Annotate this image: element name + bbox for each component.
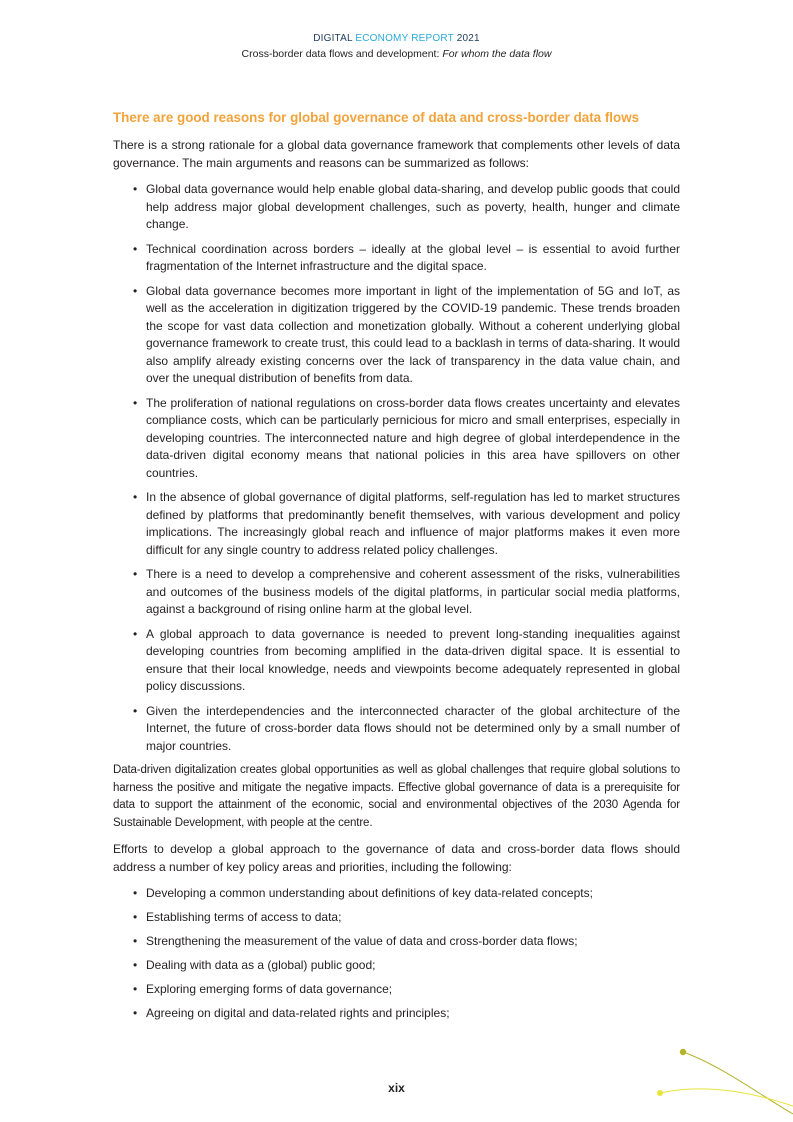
list-item (133, 703, 680, 756)
list-item-text: Global data governance becomes more important in light of the implementation of 5G and IoT, as well as the acceleration in digitization triggered by the COVID-19 pandemic. These trends broaden the scope for vast data collection and monetization globally. Without a coherent underlying global governance framework to create trust, this could lead to a backlash in terms of data-sharing. It would also amplify already existing concerns over the lack of transparency in the data value chain, and over the unequal distribution of benefits from data. (146, 283, 680, 385)
page-number: xix (388, 1081, 405, 1095)
list-item-text: Technical coordination across borders – ideally at the global level – is essential to avoid further fragmentation of the Internet infrastructure and the digital space. (146, 241, 680, 273)
reasons-list (113, 181, 680, 755)
report-subtitle-italic: For whom the data flow (442, 48, 552, 60)
bullet-icon: • (133, 283, 138, 298)
list-item (133, 626, 680, 696)
bullet-icon: • (133, 886, 138, 900)
list-item-text: The proliferation of national regulations on cross-border data flows creates uncertainty and elevates compliance costs, which can be particularly pernicious for micro and small enterprises, especially in developing countries. The interconnected nature and high degree of global interdependence in the data-driven digital economy means that national policies in this area have spillovers on other countries. (146, 395, 680, 480)
list-item (133, 885, 680, 903)
bullet-icon: • (133, 626, 138, 641)
list-item-text: Agreeing on digital and data-related rights and principles; (146, 1006, 450, 1020)
deco-curve-lower (660, 1089, 793, 1106)
list-item (133, 241, 680, 276)
list-item (133, 566, 680, 619)
list-item (133, 283, 680, 388)
deco-curve-upper (683, 1052, 793, 1114)
efforts-paragraph: Efforts to develop a global approach to the governance of data and cross-border data flows should address a number of key policy areas and priorities, including the following: (113, 842, 680, 874)
list-item (133, 395, 680, 483)
bullet-icon: • (133, 982, 138, 996)
deco-dot-upper (680, 1049, 686, 1055)
list-item-text: There is a need to develop a comprehensive and coherent assessment of the risks, vulnerabilities and outcomes of the business models of the digital platforms, in particular social media platforms, against a background of rising online harm at the global level. (146, 567, 680, 616)
bullet-icon: • (133, 182, 138, 196)
page-body (113, 108, 680, 1029)
section-heading: There are good reasons for global governance of data and cross-border data flows (113, 110, 640, 125)
bullet-icon: • (133, 910, 138, 924)
report-subtitle-plain: Cross-border data flows and development: (241, 48, 440, 60)
running-head (0, 32, 793, 62)
report-title-digital: DIGITAL (313, 33, 353, 44)
list-item-text: Exploring emerging forms of data governance; (146, 982, 393, 996)
bullet-icon: • (133, 490, 138, 504)
bullet-icon: • (133, 934, 138, 948)
bullet-icon: • (133, 1006, 138, 1020)
bullet-icon: • (133, 958, 138, 972)
list-item-text: In the absence of global governance of digital platforms, self-regulation has led to market structures defined by platforms that predominantly benefit themselves, with various development and policy implications. The increasingly global reach and influence of major platforms makes it even more difficult for any single country to address related policy challenges. (146, 490, 680, 557)
list-item (133, 489, 680, 559)
bullet-icon: • (133, 703, 138, 718)
list-item (133, 1005, 680, 1023)
bullet-icon: • (133, 567, 138, 581)
intro-paragraph: There is a strong rationale for a global data governance framework that complements other levels of data governance. The main arguments and reasons can be summarized as follows: (113, 138, 680, 170)
report-title-year: 2021 (456, 33, 480, 44)
list-item-text: Global data governance would help enable global data-sharing, and develop public goods that could help address major global development challenges, such as poverty, health, hunger and climate change. (146, 182, 680, 231)
list-item-text: A global approach to data governance is needed to prevent long-standing inequalities against developing countries from becoming amplified in the data-driven digital space. It is essential to ensure that their local knowledge, needs and viewpoints become adequately represented in global policy discussions. (146, 626, 680, 693)
list-item-text: Given the interdependencies and the interconnected character of the global architecture of the Internet, the future of cross-border data flows should not be determined only by a small number of major countries. (146, 703, 680, 753)
report-title (0, 32, 793, 45)
list-item-text: Establishing terms of access to data; (146, 910, 342, 924)
deco-dot-lower (657, 1090, 663, 1096)
list-item-text: Dealing with data as a (global) public good; (146, 958, 376, 972)
decorative-lines-icon (640, 1040, 793, 1122)
bullet-icon: • (133, 241, 138, 256)
digitalization-paragraph: Data-driven digitalization creates global opportunities as well as global challenges that require global solutions to harness the positive and mitigate the negative impacts. Effective global governance of data is a prerequisite for data to support the attainment of the economic, social and environmental objectives of the 2030 Agenda for Sustainable Development, with people at the centre. (113, 764, 680, 829)
list-item-text: Strengthening the measurement of the value of data and cross-border data flows; (146, 934, 578, 948)
priorities-list (113, 885, 680, 1023)
report-subtitle (0, 46, 793, 62)
list-item (133, 909, 680, 927)
list-item (133, 181, 680, 234)
bullet-icon: • (133, 395, 138, 410)
report-title-economy: ECONOMY REPORT (355, 33, 454, 44)
list-item-text: Developing a common understanding about definitions of key data-related concepts; (146, 886, 593, 900)
list-item (133, 981, 680, 999)
list-item (133, 957, 680, 975)
list-item (133, 933, 680, 951)
